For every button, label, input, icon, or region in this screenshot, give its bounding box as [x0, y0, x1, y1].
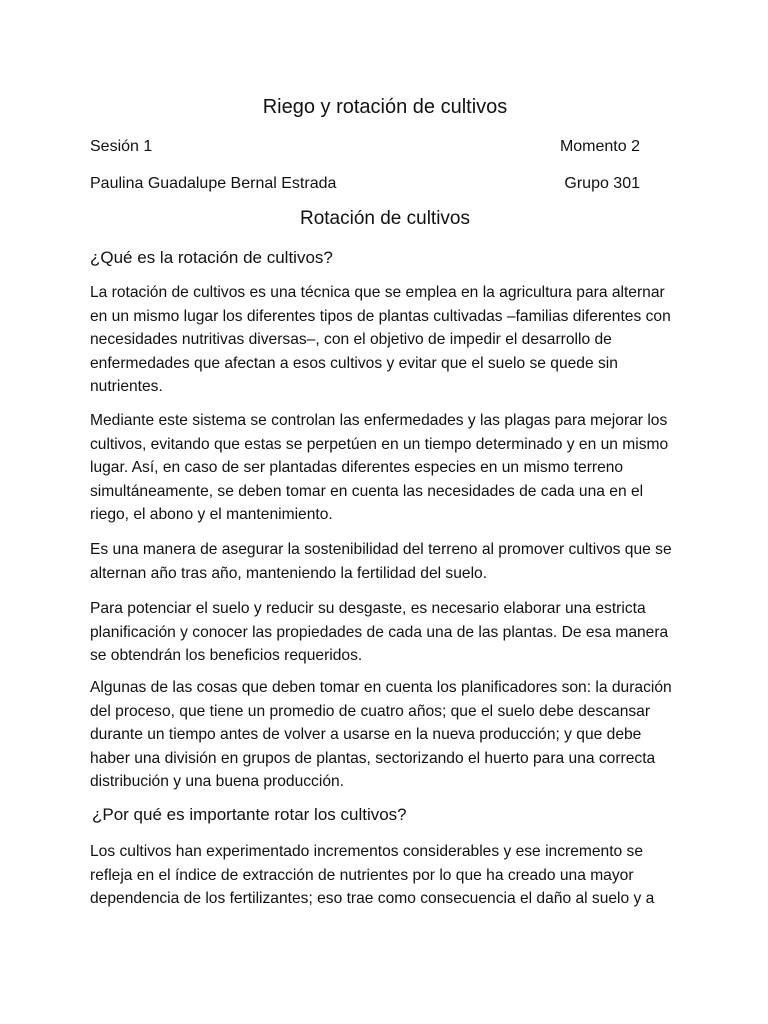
- paragraph-6: Los cultivos han experimentado incrementos considerables y ese incremento se refleja en el índice de extracción de nutrientes por lo que ha creado una mayor dependencia de los fertilizantes; eso trae como consecuencia el daño al suelo y a: [90, 843, 655, 908]
- paragraph-2: Mediante este sistema se controlan las enfermedades y las plagas para mejorar los cultivos, evitando que estas se perpetúen en un tiempo determinado y en un mismo lugar. Así, en caso de ser plantadas diferentes especies en un mismo terreno simultáneamente, se deben tomar en cuenta las necesidades de cada una en el riego, el abono y el mantenimiento.: [90, 412, 669, 524]
- moment-label: Momento 2: [559, 138, 640, 155]
- question-heading-1: ¿Qué es la rotación de cultivos?: [90, 248, 333, 267]
- paragraph-5: Algunas de las cosas que deben tomar en cuenta los planificadores son: la duración del proceso, que tiene un promedio de cuatro años; que el suelo debe descansar durante un tiempo antes de volver a usarse en la nueva producción; y que debe haber una división en grupos de plantas, sectorizando el huerto para una correcta distribución y una buena producción.: [90, 679, 672, 791]
- question-heading-2: ¿Por qué es importante rotar los cultivos?: [92, 805, 407, 824]
- section-title: Rotación de cultivos: [299, 208, 471, 229]
- author-row: [90, 173, 640, 195]
- author-name: Paulina Guadalupe Bernal Estrada: [90, 175, 337, 192]
- session-label: Sesión 1: [90, 138, 153, 155]
- document-title: Riego y rotación de cultivos: [262, 96, 508, 118]
- paragraph-3: Es una manera de asegurar la sostenibilidad del terreno al promover cultivos que se alternan año tras año, manteniendo la fertilidad del suelo.: [90, 541, 672, 582]
- paragraph-1: La rotación de cultivos es una técnica que se emplea en la agricultura para alternar en un mismo lugar los diferentes tipos de plantas cultivadas –familias diferentes con necesidades nutritivas diversas–, con el objetivo de impedir el desarrollo de enfermedades que afectan a esos cultivos y evitar que el suelo se quede sin nutrientes.: [90, 284, 671, 396]
- paragraph-4: Para potenciar el suelo y reducir su desgaste, es necesario elaborar una estricta planificación y conocer las propiedades de cada una de las plantas. De esa manera se obtendrán los beneficios requeridos.: [90, 600, 669, 665]
- document-page: [90, 0, 680, 1024]
- session-row: [90, 136, 640, 158]
- group-label: Grupo 301: [564, 175, 640, 192]
